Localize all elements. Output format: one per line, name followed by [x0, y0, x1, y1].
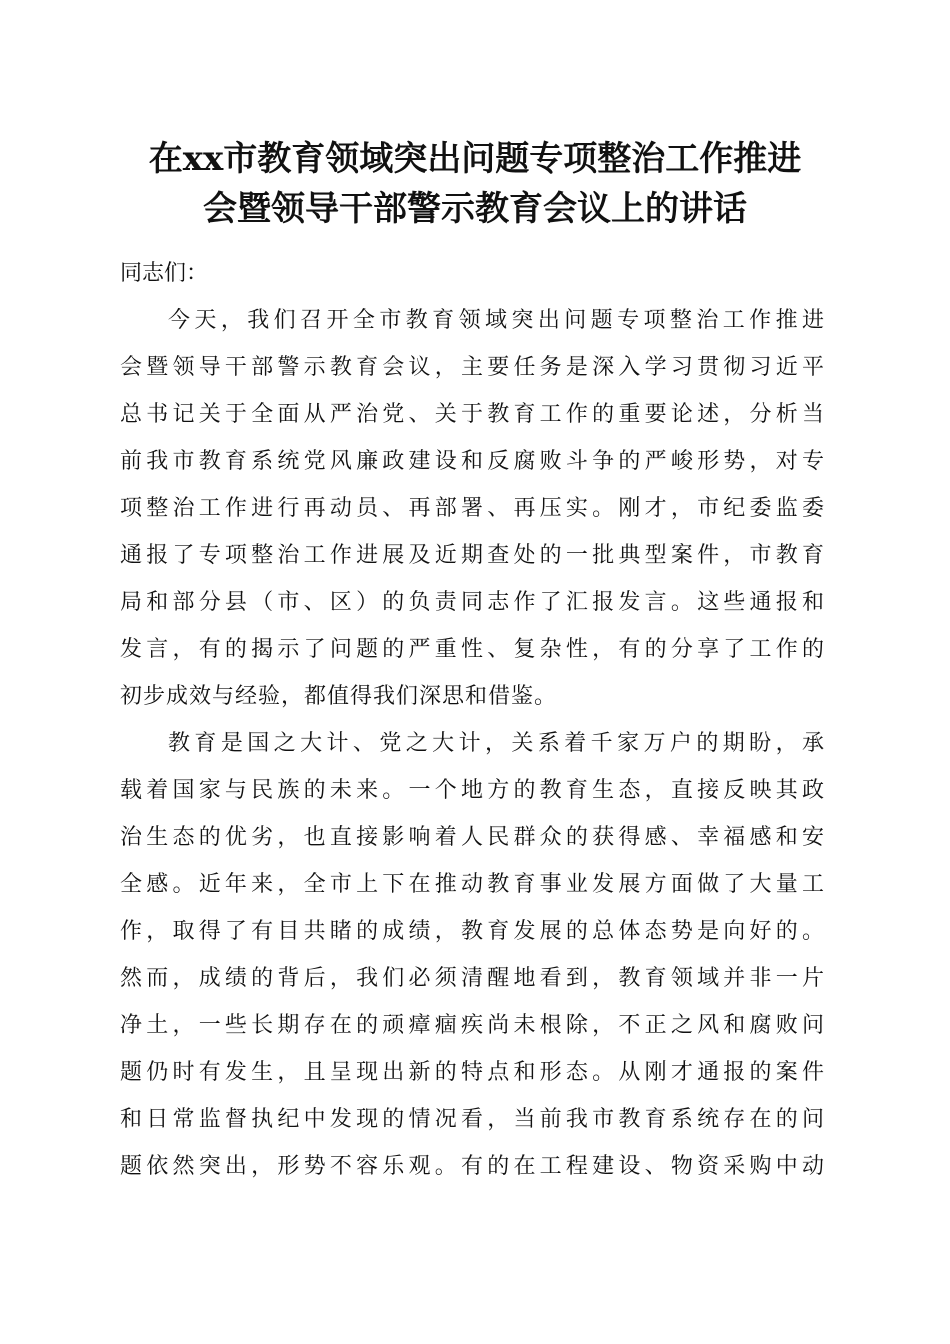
paragraph-line: 和日常监督执纪中发现的情况看，当前我市教育系统存在的问	[120, 1107, 825, 1132]
salutation: 同志们：	[120, 261, 209, 286]
paragraph	[120, 720, 825, 1190]
paragraph-line: 治生态的优劣，也直接影响着人民群众的获得感、幸福感和安	[120, 825, 825, 850]
paragraph-line: 前我市教育系统党风廉政建设和反腐败斗争的严峻形势，对专	[120, 449, 825, 474]
paragraph-line: 作，取得了有目共睹的成绩，教育发展的总体态势是向好的。	[120, 919, 825, 944]
paragraph-list	[120, 297, 825, 1190]
paragraph-line: 总书记关于全面从严治党、关于教育工作的重要论述，分析当	[120, 402, 825, 427]
document-body	[120, 250, 825, 1190]
paragraph-line: 今天，我们召开全市教育领域突出问题专项整治工作推进	[168, 308, 825, 333]
paragraph-line: 题依然突出，形势不容乐观。有的在工程建设、物资采购中动	[120, 1154, 825, 1179]
paragraph-line: 载着国家与民族的未来。一个地方的教育生态，直接反映其政	[120, 778, 825, 803]
paragraph-line: 净土，一些长期存在的顽瘴痼疾尚未根除，不正之风和腐败问	[120, 1013, 825, 1038]
title-line-1: 在xx市教育领域突出问题专项整治工作推进	[148, 139, 802, 179]
paragraph-line: 发言，有的揭示了问题的严重性、复杂性，有的分享了工作的	[120, 637, 825, 662]
paragraph-line: 全感。近年来，全市上下在推动教育事业发展方面做了大量工	[120, 872, 825, 897]
paragraph-line: 项整治工作进行再动员、再部署、再压实。刚才，市纪委监委	[120, 496, 825, 521]
paragraph-line: 会暨领导干部警示教育会议，主要任务是深入学习贯彻习近平	[120, 355, 825, 380]
document-title	[120, 134, 830, 234]
paragraph	[120, 297, 825, 720]
paragraph-line: 初步成效与经验，都值得我们深思和借鉴。	[120, 684, 558, 709]
title-line-2: 会暨领导干部警示教育会议上的讲话	[203, 189, 747, 229]
paragraph-line: 题仍时有发生，且呈现出新的特点和形态。从刚才通报的案件	[120, 1060, 825, 1085]
paragraph-line: 通报了专项整治工作进展及近期查处的一批典型案件，市教育	[120, 543, 825, 568]
paragraph-line: 局和部分县（市、区）的负责同志作了汇报发言。这些通报和	[120, 590, 825, 615]
paragraph-line: 然而，成绩的背后，我们必须清醒地看到，教育领域并非一片	[120, 966, 825, 991]
paragraph-line: 教育是国之大计、党之大计，关系着千家万户的期盼，承	[168, 731, 825, 756]
